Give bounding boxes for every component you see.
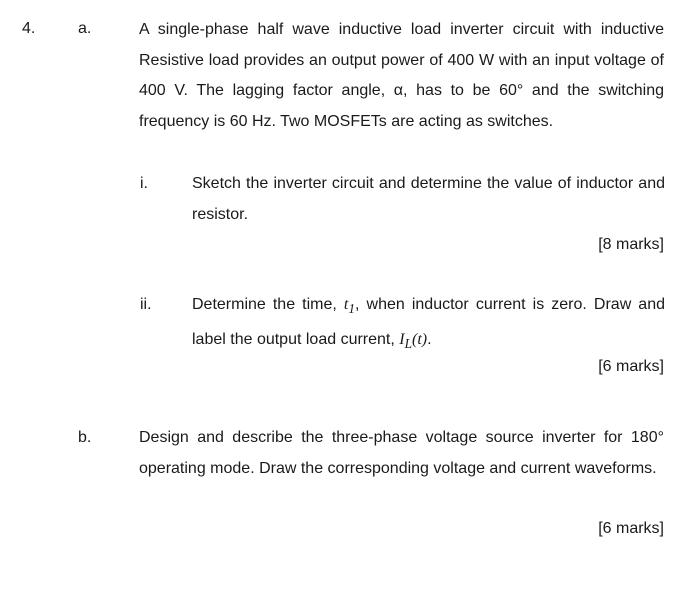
time-symbol-t1: $t_1$ [343,296,356,317]
sub-question-ii-text-middle: , when inductor current is zero. Draw and label the output load current, [192,296,666,348]
sub-question-ii-marks: [6 marks] [598,358,664,375]
sub-question-i-marks: [8 marks] [598,236,664,253]
part-b-text: Design and describe the three-phase voltage source inverter for 180° operating mode. Draw the corresponding voltage and current waveforms. [139,429,664,477]
part-a-text: A single-phase half wave inductive load inverter circuit with inductive Resistive load provides an output power of 400 W with an input voltage of 400 V. The lagging factor angle, α, has to be 60° and the switching frequency is 60 Hz. Two MOSFETs are acting as switches. [139,21,664,130]
sub-question-ii-text-end: . [427,330,432,348]
load-current-symbol: $I_L(t)$ [399,330,428,351]
sub-question-i-label: i. [140,175,148,192]
sub-question-i-text: Sketch the inverter circuit and determine the value of inductor and resistor. [192,175,665,223]
sub-question-ii-text-start: Determine the time, [192,296,344,313]
sub-question-ii-text [192,290,665,359]
sub-question-ii-label: ii. [140,296,152,313]
part-b-marks: [6 marks] [598,520,664,537]
part-b-label: b. [78,429,92,446]
question-number: 4. [22,20,36,37]
part-a-label: a. [78,20,92,37]
